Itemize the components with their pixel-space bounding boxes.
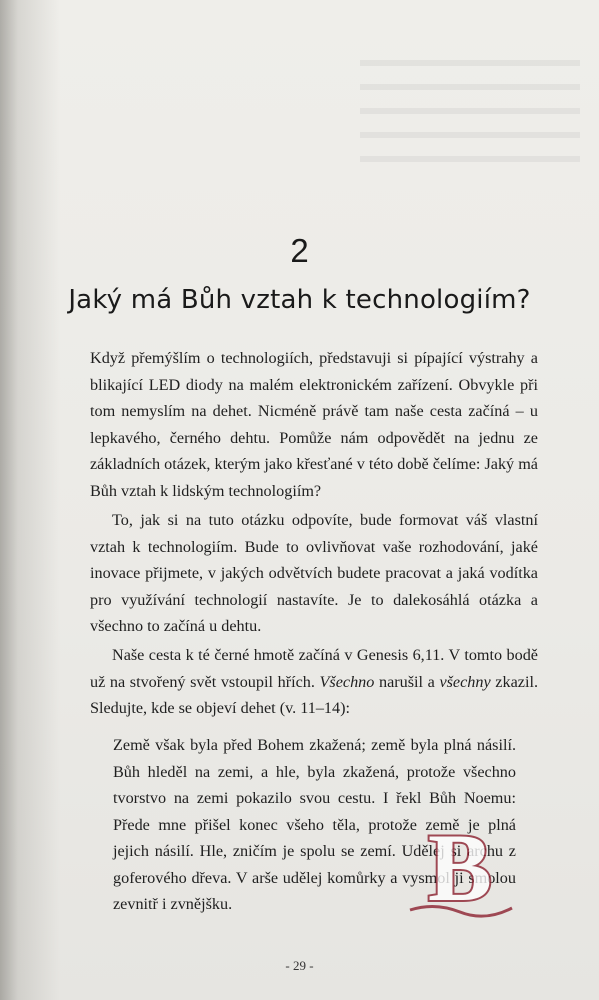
- text-run: narušil a: [374, 672, 440, 691]
- text-run: zkazil. Sledujte, kde se objeví dehet (v. 11–14):: [90, 672, 538, 717]
- paragraph-1: [90, 345, 538, 504]
- svg-text:B: B: [427, 822, 493, 921]
- chapter-number: 2: [290, 232, 309, 269]
- text-run: To, jak si na tuto otázku odpovíte, bude formovat váš vlastní vztah k technologiím. Bude to ovlivňovat vaše rozhodování, jaké inovace přijmete, v jakých odvětvích budete pracovat a jaká vodítka pro využívání technologií nastavíte. Je to dalekosáhlá otázka a všechno to začíná u dehtu.: [90, 511, 538, 635]
- paragraph-2: [90, 507, 538, 640]
- show-through-text: [360, 60, 580, 210]
- bookstore-logo-watermark: [400, 822, 520, 922]
- paragraph-3: [90, 642, 538, 722]
- page-number: - 29 -: [285, 958, 314, 973]
- emphasis-text: všechny: [439, 672, 491, 691]
- chapter-title: Jaký má Bůh vztah k technologiím?: [68, 285, 531, 315]
- text-run: Naše cesta k té černé hmotě začíná v Genesis 6,11. V tomto bodě už na stvořený svět vstoupil hřích.: [90, 646, 538, 691]
- emphasis-text: Všechno: [319, 672, 375, 691]
- scripture-quote: Země však byla před Bohem zkažená; země byla plná násilí. Bůh hleděl na zemi, a hle, byla zkažená, protože všechno tvorstvo na zemi pokazilo svou cestu. I řekl Bůh Noemu: Přede mne přišel konec všeho těla, protože země je plná jejich násilí. Hle, zničím je spolu se zemí. Udělej si archu z goferového dřeva. V arše udělej komůrky a vysmol ji smolou zevnitř i zvnějšku.: [113, 736, 516, 913]
- text-run: Když přemýšlím o technologiích, představuji si pípající výstrahy a blikající LED diody na malém elektronickém zařízení. Obvykle při tom nemyslím na dehet. Nicméně právě tam naše cesta začíná – u lepkavého, černého dehtu. Pomůže nám odpovědět na jednu ze základních otázek, kterým jako křesťané v této době čelíme: Jaký má Bůh vztah k lidským technologiím?: [90, 349, 538, 500]
